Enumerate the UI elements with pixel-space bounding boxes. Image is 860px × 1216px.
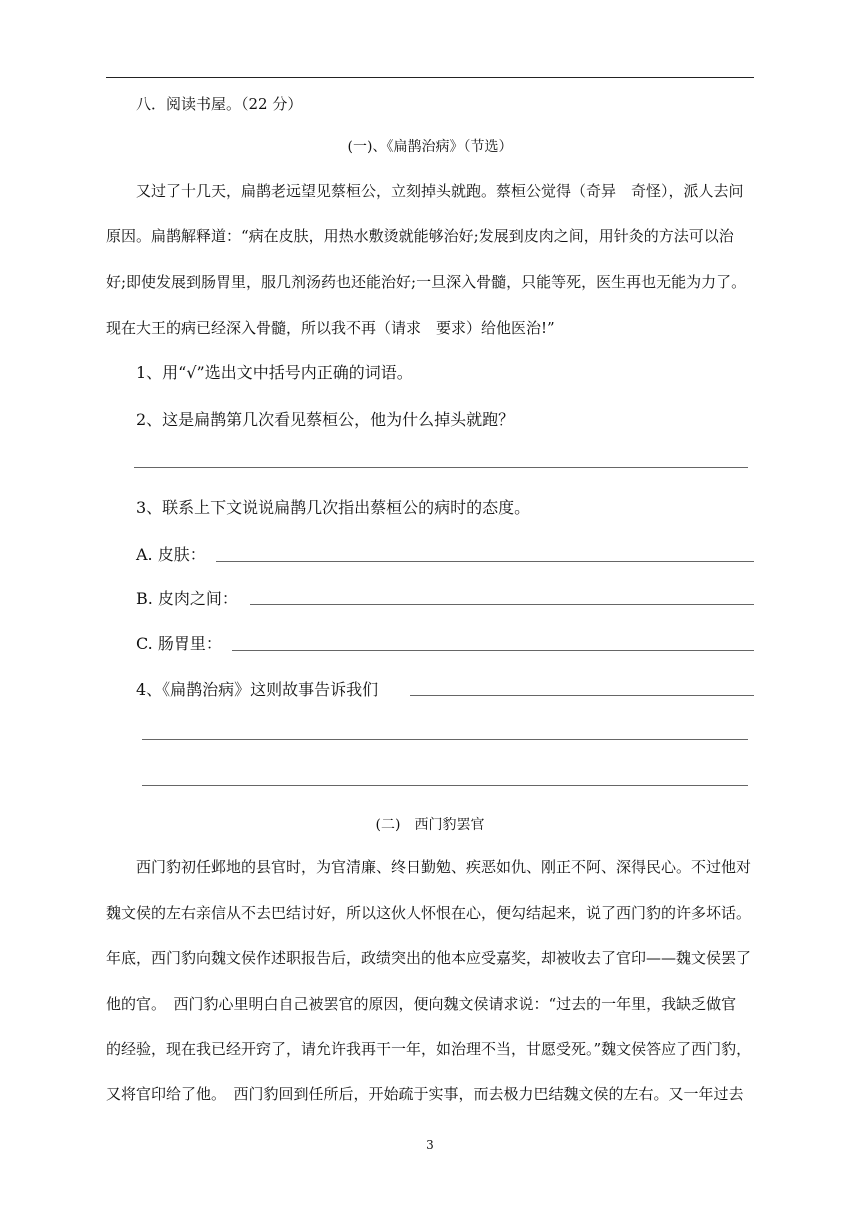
passage2-line: 又将官印给了他。 西门豹回到任所后，开始疏于实事，而去极力巴结魏文侯的左右。又一年过去 [106,1085,744,1103]
question-3: 3、联系上下文说说扁鹊几次指出蔡桓公的病时的态度。 [136,498,531,517]
section-heading: 八．阅读书屋。（22 分） [136,95,303,113]
header-rule [106,77,754,78]
passage1-title: (一)、《扁鹊治病》（节选） [347,139,513,155]
passage2-line: 魏文侯的左右亲信从不去巴结讨好，所以这伙人怀恨在心，便勾结起来，说了西门豹的许多坏话。 [106,904,752,922]
q4-answer-line[interactable] [410,695,754,696]
answer-line[interactable] [134,467,748,468]
q4-answer-line[interactable] [142,785,748,786]
passage1-line: 好;即使发展到肠胃里，服几剂汤药也还能治好;一旦深入骨髓，只能等死，医生再也无能为力了。 [106,273,747,291]
question-4: 4、《扁鹊治病》这则故事告诉我们 [136,680,379,699]
passage1-line: 原因。扁鹊解释道：“病在皮肤，用热水敷烫就能够治好;发展到皮肉之间，用针灸的方法可以治 [106,227,734,245]
question-1: 1、用“√”选出文中括号内正确的词语。 [136,363,413,382]
question-2: 2、这是扁鹊第几次看见蔡桓公，他为什么掉头就跑？ [136,410,515,429]
q3-option-c-label: C. 肠胃里： [136,634,222,653]
passage2-line: 西门豹初任邺地的县官时，为官清廉、终日勤勉、疾恶如仇、刚正不阿、深得民心。不过他对 [136,858,752,876]
page-number: 3 [426,1138,434,1152]
passage2-line: 他的官。 西门豹心里明白自己被罢官的原因，便向魏文侯请求说：“过去的一年里，我缺乏做官 [106,995,737,1013]
passage2-line: 年底，西门豹向魏文侯作述职报告后，政绩突出的他本应受嘉奖，却被收去了官印——魏文侯罢了 [106,949,752,967]
q3-option-a-answer-line[interactable] [216,561,754,562]
q3-option-c-answer-line[interactable] [232,650,754,651]
q4-answer-line[interactable] [142,739,748,740]
q3-option-b-answer-line[interactable] [250,604,754,605]
q3-option-b-label: B. 皮肉之间： [136,589,238,608]
q3-option-a-label: A. 皮肤： [136,545,206,564]
passage2-title: (二) 西门豹罢官 [375,817,485,833]
passage1-line: 又过了十几天，扁鹊老远望见蔡桓公，立刻掉头就跑。蔡桓公觉得（奇异 奇怪），派人去问 [136,182,744,200]
passage1-line: 现在大王的病已经深入骨髓，所以我不再（请求 要求）给他医治!” [106,319,555,337]
passage2-line: 的经验，现在我已经开窍了，请允许我再干一年，如治理不当，甘愿受死。”魏文侯答应了西门豹， [106,1040,752,1058]
